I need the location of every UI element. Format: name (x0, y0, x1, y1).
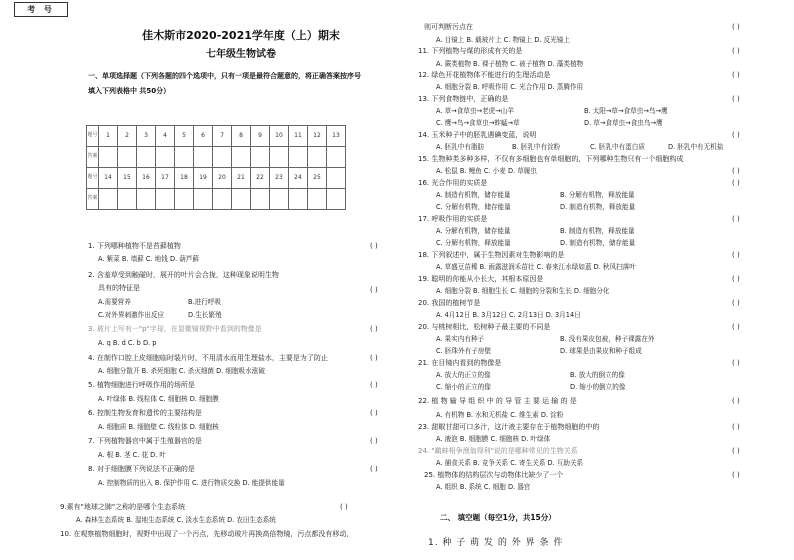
table-cell-number: 7 (213, 126, 232, 147)
answer-cell[interactable] (156, 189, 175, 210)
answer-paren[interactable]: ( ) (732, 323, 740, 331)
answer-paren[interactable]: ( ) (370, 242, 378, 250)
question-11-options: A. 蕨类植物 B. 裸子植物 C. 被子植物 D. 藻类植物 (436, 60, 584, 68)
question-24: 23. 甜椒甘甜可口多汁，这汁液主要存在于植物细胞的中的 (418, 423, 600, 431)
answer-cell[interactable] (270, 147, 289, 168)
answer-paren[interactable]: ( ) (370, 437, 378, 445)
answer-paren[interactable]: ( ) (370, 325, 378, 333)
question-22-option-a: A. 放大的正立的像 (436, 371, 491, 379)
question-24-options: A. 液泡 B. 细胞膜 C. 细胞核 D. 叶绿体 (436, 435, 551, 443)
answer-cell[interactable] (232, 147, 251, 168)
question-8: 8. 对于细胞膜下列说法不正确的是 (88, 465, 195, 473)
table-cell-number: 6 (194, 126, 213, 147)
table-cell-number: 4 (156, 126, 175, 147)
question-22-option-d: D. 缩小的倒立的像 (570, 383, 626, 391)
table-cell-number: 16 (137, 168, 156, 189)
answer-cell[interactable] (289, 147, 308, 168)
question-14-option-b: B. 胚乳中有淀粉 (512, 143, 561, 151)
question-4: 4. 在制作口腔上皮细胞临时装片时，不用清水而用生理盐水，主要是为了防止 (88, 354, 328, 362)
answer-cell[interactable] (156, 147, 175, 168)
question-8-options: A. 控制物质的出入 B. 保护作用 C. 进行物质交换 D. 能提供能量 (98, 479, 285, 487)
answer-paren[interactable]: ( ) (370, 381, 378, 389)
question-15-options: A. 松鼠 B. 鲤鱼 C. 小麦 D. 草履虫 (436, 167, 537, 175)
question-22-option-b: B. 放大的倒立的像 (570, 371, 625, 379)
question-2-option-d: D.生长繁殖 (188, 311, 222, 319)
answer-paren[interactable]: ( ) (732, 23, 740, 31)
table-cell-number: 5 (175, 126, 194, 147)
question-7-options: A. 根 B. 茎 C. 花 D. 叶 (98, 451, 167, 459)
answer-table-number-row (87, 168, 346, 189)
answer-paren[interactable]: ( ) (732, 397, 740, 405)
table-label-number: 题号 (87, 126, 99, 147)
answer-cell[interactable] (99, 147, 118, 168)
question-7: 7. 下列植物器官中属于生殖器官的是 (88, 437, 202, 445)
table-cell-number: 24 (289, 168, 308, 189)
question-13: 13. 下列食物链中，正确的是 (418, 95, 509, 103)
answer-paren[interactable]: ( ) (370, 354, 378, 362)
table-cell-number: 3 (137, 126, 156, 147)
question-25-options: A. 捕食关系 B. 竞争关系 C. 寄生关系 D. 互助关系 (436, 459, 584, 467)
question-1: 1. 下列哪种植物不是苔藓植物 (88, 242, 181, 250)
question-16-option-a: A. 制造有机物，储存能量 (436, 191, 511, 199)
table-label-answer: 答案 (87, 147, 99, 168)
answer-table (86, 125, 346, 210)
question-13-option-b: B. 太阳→草→食草虫→鸟→鹰 (584, 107, 668, 115)
question-12: 12. 绿色开花植物体不能进行的生理活动是 (418, 71, 551, 79)
answer-table-number-row (87, 126, 346, 147)
question-13-option-a: A. 草→食草虫→老虎→山羊 (436, 107, 514, 115)
answer-paren[interactable]: ( ) (732, 471, 740, 479)
answer-cell[interactable] (194, 189, 213, 210)
table-cell-number: 13 (327, 126, 346, 147)
section2-heading: 二、 填空题（每空1分，共15分） (440, 513, 556, 522)
table-cell-number: 14 (99, 168, 118, 189)
question-10-cont: 则可判断污点在 (424, 23, 473, 31)
question-23-options: A. 有机物 B. 水和无机盐 C. 维生素 D. 淀粉 (436, 411, 564, 419)
question-9-options: A. 森林生态系统 B. 湿地生态系统 C. 淡水生态系统 D. 农田生态系统 (76, 516, 276, 524)
question-2: 2. 含羞草受到触碰时，展开的叶片会合拢，这种现象说明生物 (88, 271, 279, 279)
question-17-option-d: D. 制造有机物，储存能量 (560, 239, 636, 247)
answer-paren[interactable]: ( ) (732, 131, 740, 139)
exam-title: 佳木斯市2020-2021学年度（上）期末 (142, 29, 340, 42)
answer-paren[interactable]: ( ) (732, 299, 740, 307)
answer-paren[interactable]: ( ) (732, 215, 740, 223)
section1-heading-line1: 一、单项选择题（下列各题的四个选项中，只有一项是最符合题意的，将正确答案按序号 (88, 72, 361, 80)
table-label-number: 题号 (87, 168, 99, 189)
answer-cell[interactable] (327, 147, 346, 168)
answer-paren[interactable]: ( ) (732, 95, 740, 103)
table-cell-number: 2 (118, 126, 137, 147)
table-cell-number: 1 (99, 126, 118, 147)
answer-paren[interactable]: ( ) (370, 286, 378, 294)
answer-cell[interactable] (137, 147, 156, 168)
question-2-cont: 具有的特征是 (98, 284, 140, 292)
question-10: 10. 在观察植物细胞时，视野中出现了一个污点，先移动玻片再换高倍物镜，污点都没有移动， (60, 530, 354, 538)
question-25: 24. "鹬蚌相争渔翁得利"说的是哪种常见的生物关系 (418, 447, 578, 455)
question-4-options: A. 细胞分散开 B. 杀死细胞 C. 杀灭细菌 D. 细胞吸水涨破 (98, 367, 265, 375)
question-22-option-c: C. 缩小的正立的像 (436, 383, 491, 391)
question-16-option-c: C. 分解有机物，储存能量 (436, 203, 511, 211)
question-17-option-c: C. 分解有机物，释放能量 (436, 239, 511, 247)
answer-cell[interactable] (194, 147, 213, 168)
question-9: 9.素有"地球之肺"之称的是哪个生态系统 (60, 503, 186, 511)
table-cell-number: 21 (232, 168, 251, 189)
question-16-option-d: D. 制造有机物，释放能量 (560, 203, 636, 211)
answer-table-answer-row (87, 147, 346, 168)
question-14-option-d: D. 胚乳中有无机盐 (668, 143, 724, 151)
question-2-option-b: B.进行呼吸 (188, 298, 221, 306)
question-19: 19. 聪明的你能从小长大，其根本原因是 (418, 275, 544, 283)
question-6: 6. 控制生物发育和遗传的主要结构是 (88, 409, 202, 417)
question-3-options: A. q B. d C. b D. p (98, 339, 157, 347)
question-16: 16. 光合作用的实质是 (418, 179, 488, 187)
question-5-options: A. 叶绿体 B. 线粒体 C. 细胞核 D. 细胞膜 (98, 395, 219, 403)
table-cell-number: 18 (175, 168, 194, 189)
question-21: 20. 与桃树相比，松树种子最主要的不同是 (418, 323, 551, 331)
answer-paren[interactable]: ( ) (732, 447, 740, 455)
question-13-option-d: D. 草→食草虫→食虫鸟→鹰 (584, 119, 663, 127)
table-label-answer: 答案 (87, 189, 99, 210)
question-21-option-c: C. 胚珠外有子房壁 (436, 347, 491, 355)
exam-number-box: 考 号 (14, 2, 68, 17)
section1-heading-line2: 填入下列表格中 共50分） (88, 87, 171, 95)
question-16-option-b: B. 分解有机物，释放能量 (560, 191, 635, 199)
answer-cell[interactable] (251, 189, 270, 210)
table-cell-number: 19 (194, 168, 213, 189)
answer-cell[interactable] (289, 189, 308, 210)
question-3: 3. 玻片上写有一"p"字母，在显微镜视野中看到的物像是 (88, 325, 262, 333)
answer-paren[interactable]: ( ) (732, 423, 740, 431)
question-1-options: A. 紫菜 B. 墙藓 C. 地钱 D. 葫芦藓 (98, 255, 199, 263)
question-20: 20. 我国的植树节是 (418, 299, 481, 307)
answer-cell[interactable] (213, 147, 232, 168)
answer-cell[interactable] (175, 189, 194, 210)
question-23: 22. 植 物 输 导 组 织 中 的 导 管 主 要 运 输 的 是 (418, 397, 577, 405)
question-6-options: A. 细胞质 B. 细胞壁 C. 线粒体 D. 细胞核 (98, 423, 219, 431)
question-26: 25. 植物体的结构层次与动物体比缺少了一个 (424, 471, 564, 479)
answer-paren[interactable]: ( ) (732, 47, 740, 55)
question-11: 11. 下列植物与煤的形成有关的是 (418, 47, 523, 55)
question-15: 15. 生物种类多种多样，不仅有多细胞也有单细胞的，下列哪种生物只有一个细胞构成 (418, 155, 684, 163)
question-22: 21. 在目镜内看到的物像是 (418, 359, 502, 367)
question-17-option-a: A. 分解有机物，储存能量 (436, 227, 511, 235)
question-21-option-b: B. 没有果皮包被，种子裸露在外 (560, 335, 655, 343)
answer-paren[interactable]: ( ) (732, 71, 740, 79)
question-2-option-a: A.需要营养 (98, 298, 131, 306)
answer-table-answer-row (87, 189, 346, 210)
question-14: 14. 玉米种子中的胚乳遇碘变蓝，说明 (418, 131, 537, 139)
answer-paren[interactable]: ( ) (370, 465, 378, 473)
fill-question-1: 1. 种 子 萌 发 的 外 界 条 件 (428, 538, 564, 548)
question-18-options: A. 草盛豆苗稀 B. 雨露滋润禾苗壮 C. 春来江水绿如蓝 D. 秋风扫落叶 (436, 263, 636, 271)
table-cell-number: 20 (213, 168, 232, 189)
answer-cell[interactable] (99, 189, 118, 210)
table-cell-number: 9 (251, 126, 270, 147)
answer-cell[interactable] (251, 147, 270, 168)
answer-cell[interactable] (175, 147, 194, 168)
answer-paren[interactable]: ( ) (732, 179, 740, 187)
table-cell-number: 17 (156, 168, 175, 189)
question-14-option-a: A. 胚乳中有脂肪 (436, 143, 485, 151)
answer-cell[interactable] (213, 189, 232, 210)
question-17: 17. 呼吸作用的实质是 (418, 215, 488, 223)
question-18: 18. 下列叙述中，属于生物因素对生物影响的是 (418, 251, 565, 259)
answer-paren[interactable]: ( ) (732, 251, 740, 259)
answer-cell[interactable] (118, 189, 137, 210)
question-21-option-d: D. 球果是由果皮和种子组成 (560, 347, 642, 355)
table-cell-number: 25 (308, 168, 327, 189)
answer-cell[interactable] (118, 147, 137, 168)
answer-cell[interactable] (270, 189, 289, 210)
table-cell-number: 10 (270, 126, 289, 147)
table-cell-number: 22 (251, 168, 270, 189)
answer-cell[interactable] (308, 147, 327, 168)
table-cell-number: 8 (232, 126, 251, 147)
question-12-options: A. 细胞分裂 B. 呼吸作用 C. 光合作用 D. 蒸腾作用 (436, 83, 584, 91)
question-10-options: A. 目镜上 B. 载玻片上 C. 物镜上 D. 反光镜上 (436, 36, 570, 44)
question-19-options: A. 细胞分裂 B. 细胞生长 C. 细胞的分裂和生长 D. 细胞分化 (436, 287, 610, 295)
table-cell-empty (327, 189, 346, 210)
question-17-option-b: B. 制造有机物，释放能量 (560, 227, 635, 235)
question-26-options: A. 组织 B. 系统 C. 细胞 D. 器官 (436, 483, 531, 491)
table-cell-number: 12 (308, 126, 327, 147)
question-13-option-c: C. 鹰→鸟→食草虫→蚱蜢→草 (436, 119, 520, 127)
question-21-option-a: A. 果实内有种子 (436, 335, 485, 343)
table-cell-number: 15 (118, 168, 137, 189)
answer-paren[interactable]: ( ) (370, 409, 378, 417)
answer-cell[interactable] (137, 189, 156, 210)
answer-paren[interactable]: ( ) (340, 503, 348, 511)
question-2-option-c: C.对外界刺激作出反应 (98, 311, 165, 319)
exam-subtitle: 七年级生物试卷 (206, 49, 276, 60)
question-14-option-c: C. 胚乳中有蛋白质 (590, 143, 645, 151)
question-5: 5. 植物细胞进行呼吸作用的场所是 (88, 381, 195, 389)
table-cell-number: 11 (289, 126, 308, 147)
question-20-options: A. 4月12日 B. 3月12日 C. 2月13日 D. 3月14日 (436, 311, 581, 319)
answer-paren[interactable]: ( ) (732, 275, 740, 283)
table-cell-number: 23 (270, 168, 289, 189)
answer-paren[interactable]: ( ) (732, 167, 740, 175)
answer-paren[interactable]: ( ) (732, 359, 740, 367)
answer-cell[interactable] (308, 189, 327, 210)
table-cell-empty (327, 168, 346, 189)
answer-cell[interactable] (232, 189, 251, 210)
